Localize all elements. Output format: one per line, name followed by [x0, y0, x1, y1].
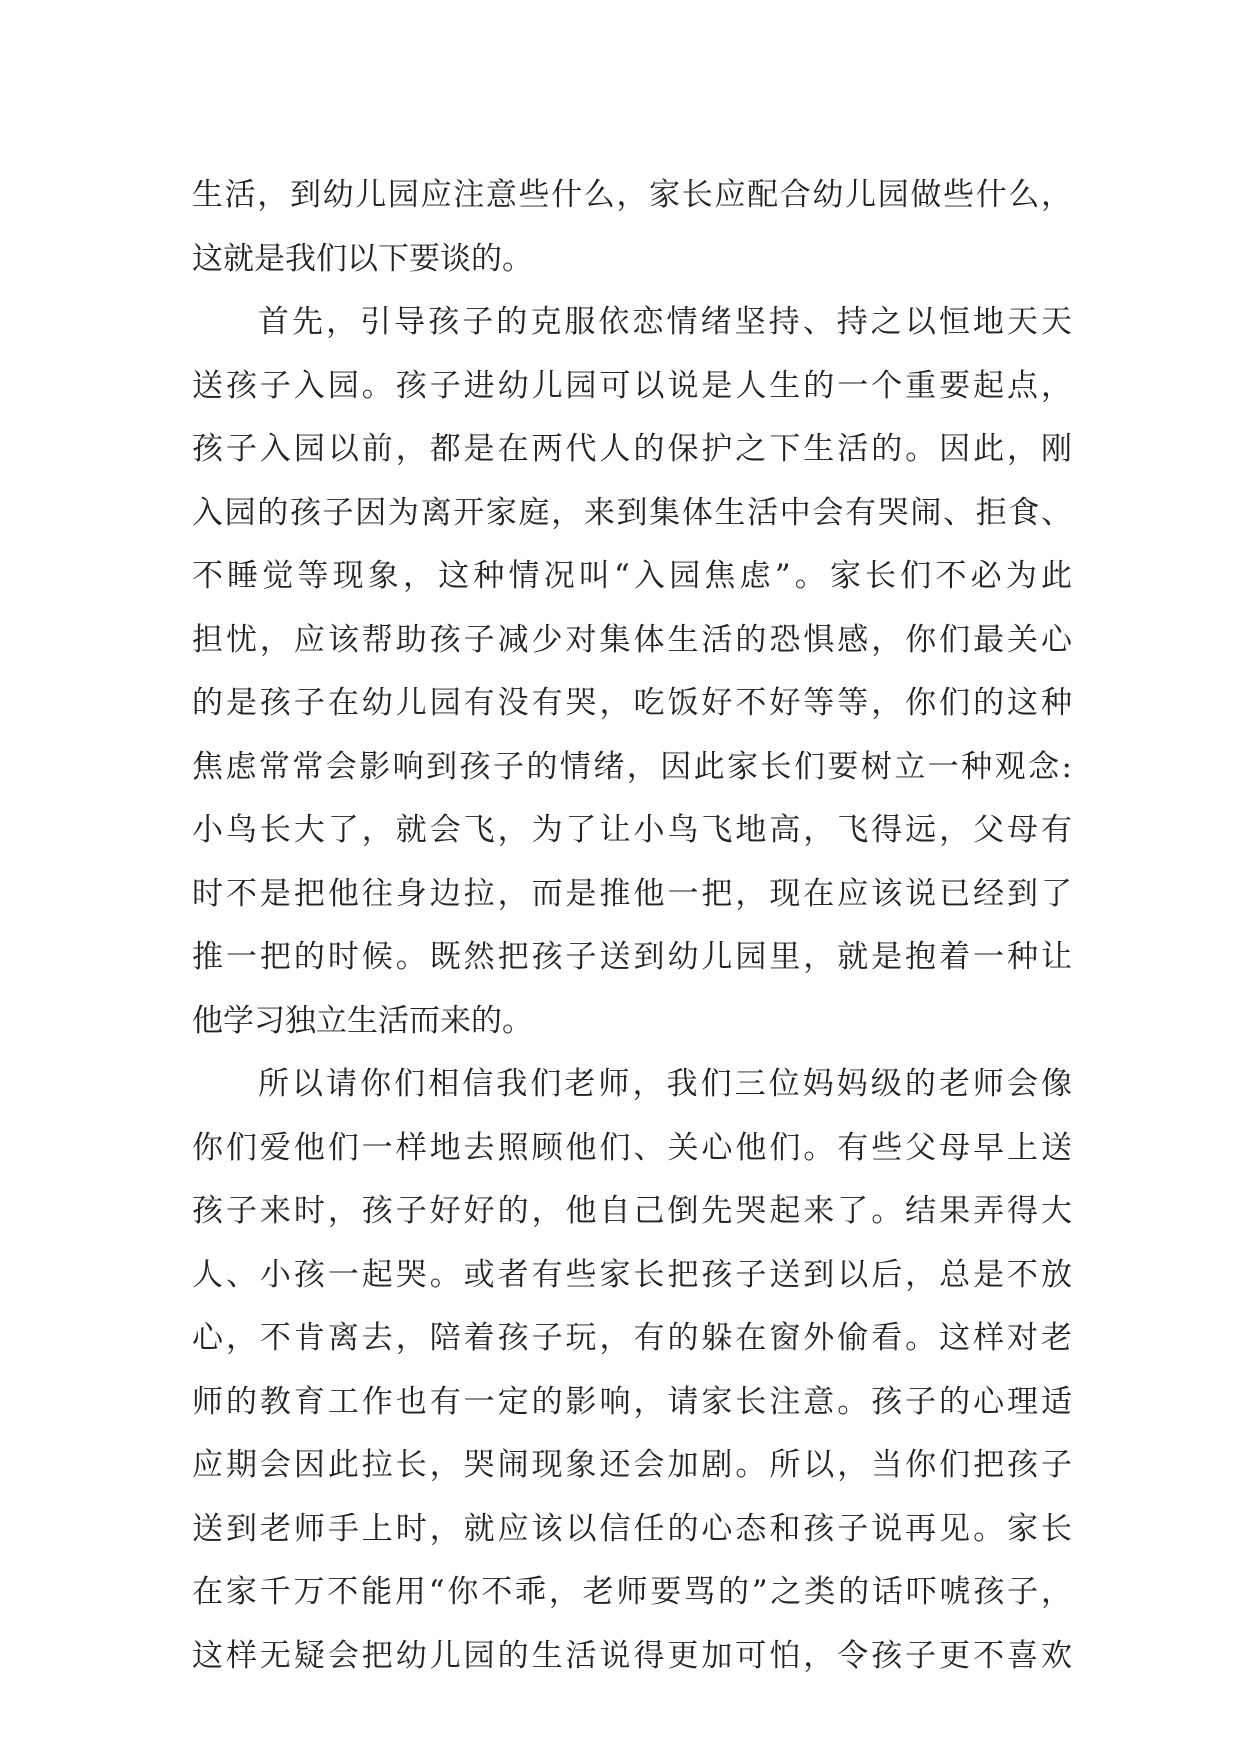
- text-line: 担忧，应该帮助孩子减少对集体生活的恐惧感，你们最关心: [192, 621, 1072, 658]
- body-text: [192, 164, 1072, 1688]
- text-line: 师的教育工作也有一定的影响，请家长注意。孩子的心理适: [192, 1383, 1072, 1420]
- text-line: 这就是我们以下要谈的。: [192, 240, 533, 277]
- paragraph-start-line: 所以请你们相信我们老师，我们三位妈妈级的老师会像: [258, 1066, 1072, 1102]
- text-line: 心，不肯离去，陪着孩子玩，有的躲在窗外偷看。这样对老: [192, 1320, 1072, 1356]
- text-line: 应期会因此拉长，哭闹现象还会加剧。所以，当你们把孩子: [192, 1447, 1072, 1483]
- text-line: 这样无疑会把幼儿园的生活说得更加可怕，令孩子更不喜欢: [192, 1637, 1072, 1674]
- text-line: 时不是把他往身边拉，而是推他一把，现在应该说已经到了: [192, 875, 1072, 912]
- text-line: 不睡觉等现象，这种情况叫“入园焦虑”。家长们不必为此: [192, 558, 1072, 594]
- text-line: 焦虑常常会影响到孩子的情绪，因此家长们要树立一种观念:: [192, 748, 1072, 785]
- text-line: 孩子来时，孩子好好的，他自己倒先哭起来了。结果弄得大: [192, 1193, 1072, 1229]
- text-line: 孩子入园以前，都是在两代人的保护之下生活的。因此，刚: [192, 431, 1072, 467]
- text-line: 在家千万不能用“你不乖，老师要骂的”之类的话吓唬孩子，: [192, 1574, 1072, 1610]
- text-line: 送到老师手上时，就应该以信任的心态和孩子说再见。家长: [192, 1510, 1072, 1547]
- text-line: 入园的孩子因为离开家庭，来到集体生活中会有哭闹、拒食、: [192, 494, 1072, 531]
- text-line: 小鸟长大了，就会飞，为了让小鸟飞地高，飞得远，父母有: [192, 812, 1072, 848]
- text-line: 的是孩子在幼儿园有没有哭，吃饭好不好等等，你们的这种: [192, 685, 1072, 721]
- text-line: 送孩子入园。孩子进幼儿园可以说是人生的一个重要起点，: [192, 367, 1072, 404]
- text-line: 推一把的时候。既然把孩子送到幼儿园里，就是抱着一种让: [192, 939, 1072, 975]
- text-line: 生活，到幼儿园应注意些什么，家长应配合幼儿园做些什么，: [192, 177, 1072, 213]
- text-line: 他学习独立生活而来的。: [192, 1002, 533, 1039]
- text-line: 你们爱他们一样地去照顾他们、关心他们。有些父母早上送: [192, 1129, 1072, 1166]
- paragraph-start-line: 首先，引导孩子的克服依恋情绪坚持、持之以恒地天天: [258, 304, 1072, 340]
- text-line: 人、小孩一起哭。或者有些家长把孩子送到以后，总是不放: [192, 1256, 1072, 1293]
